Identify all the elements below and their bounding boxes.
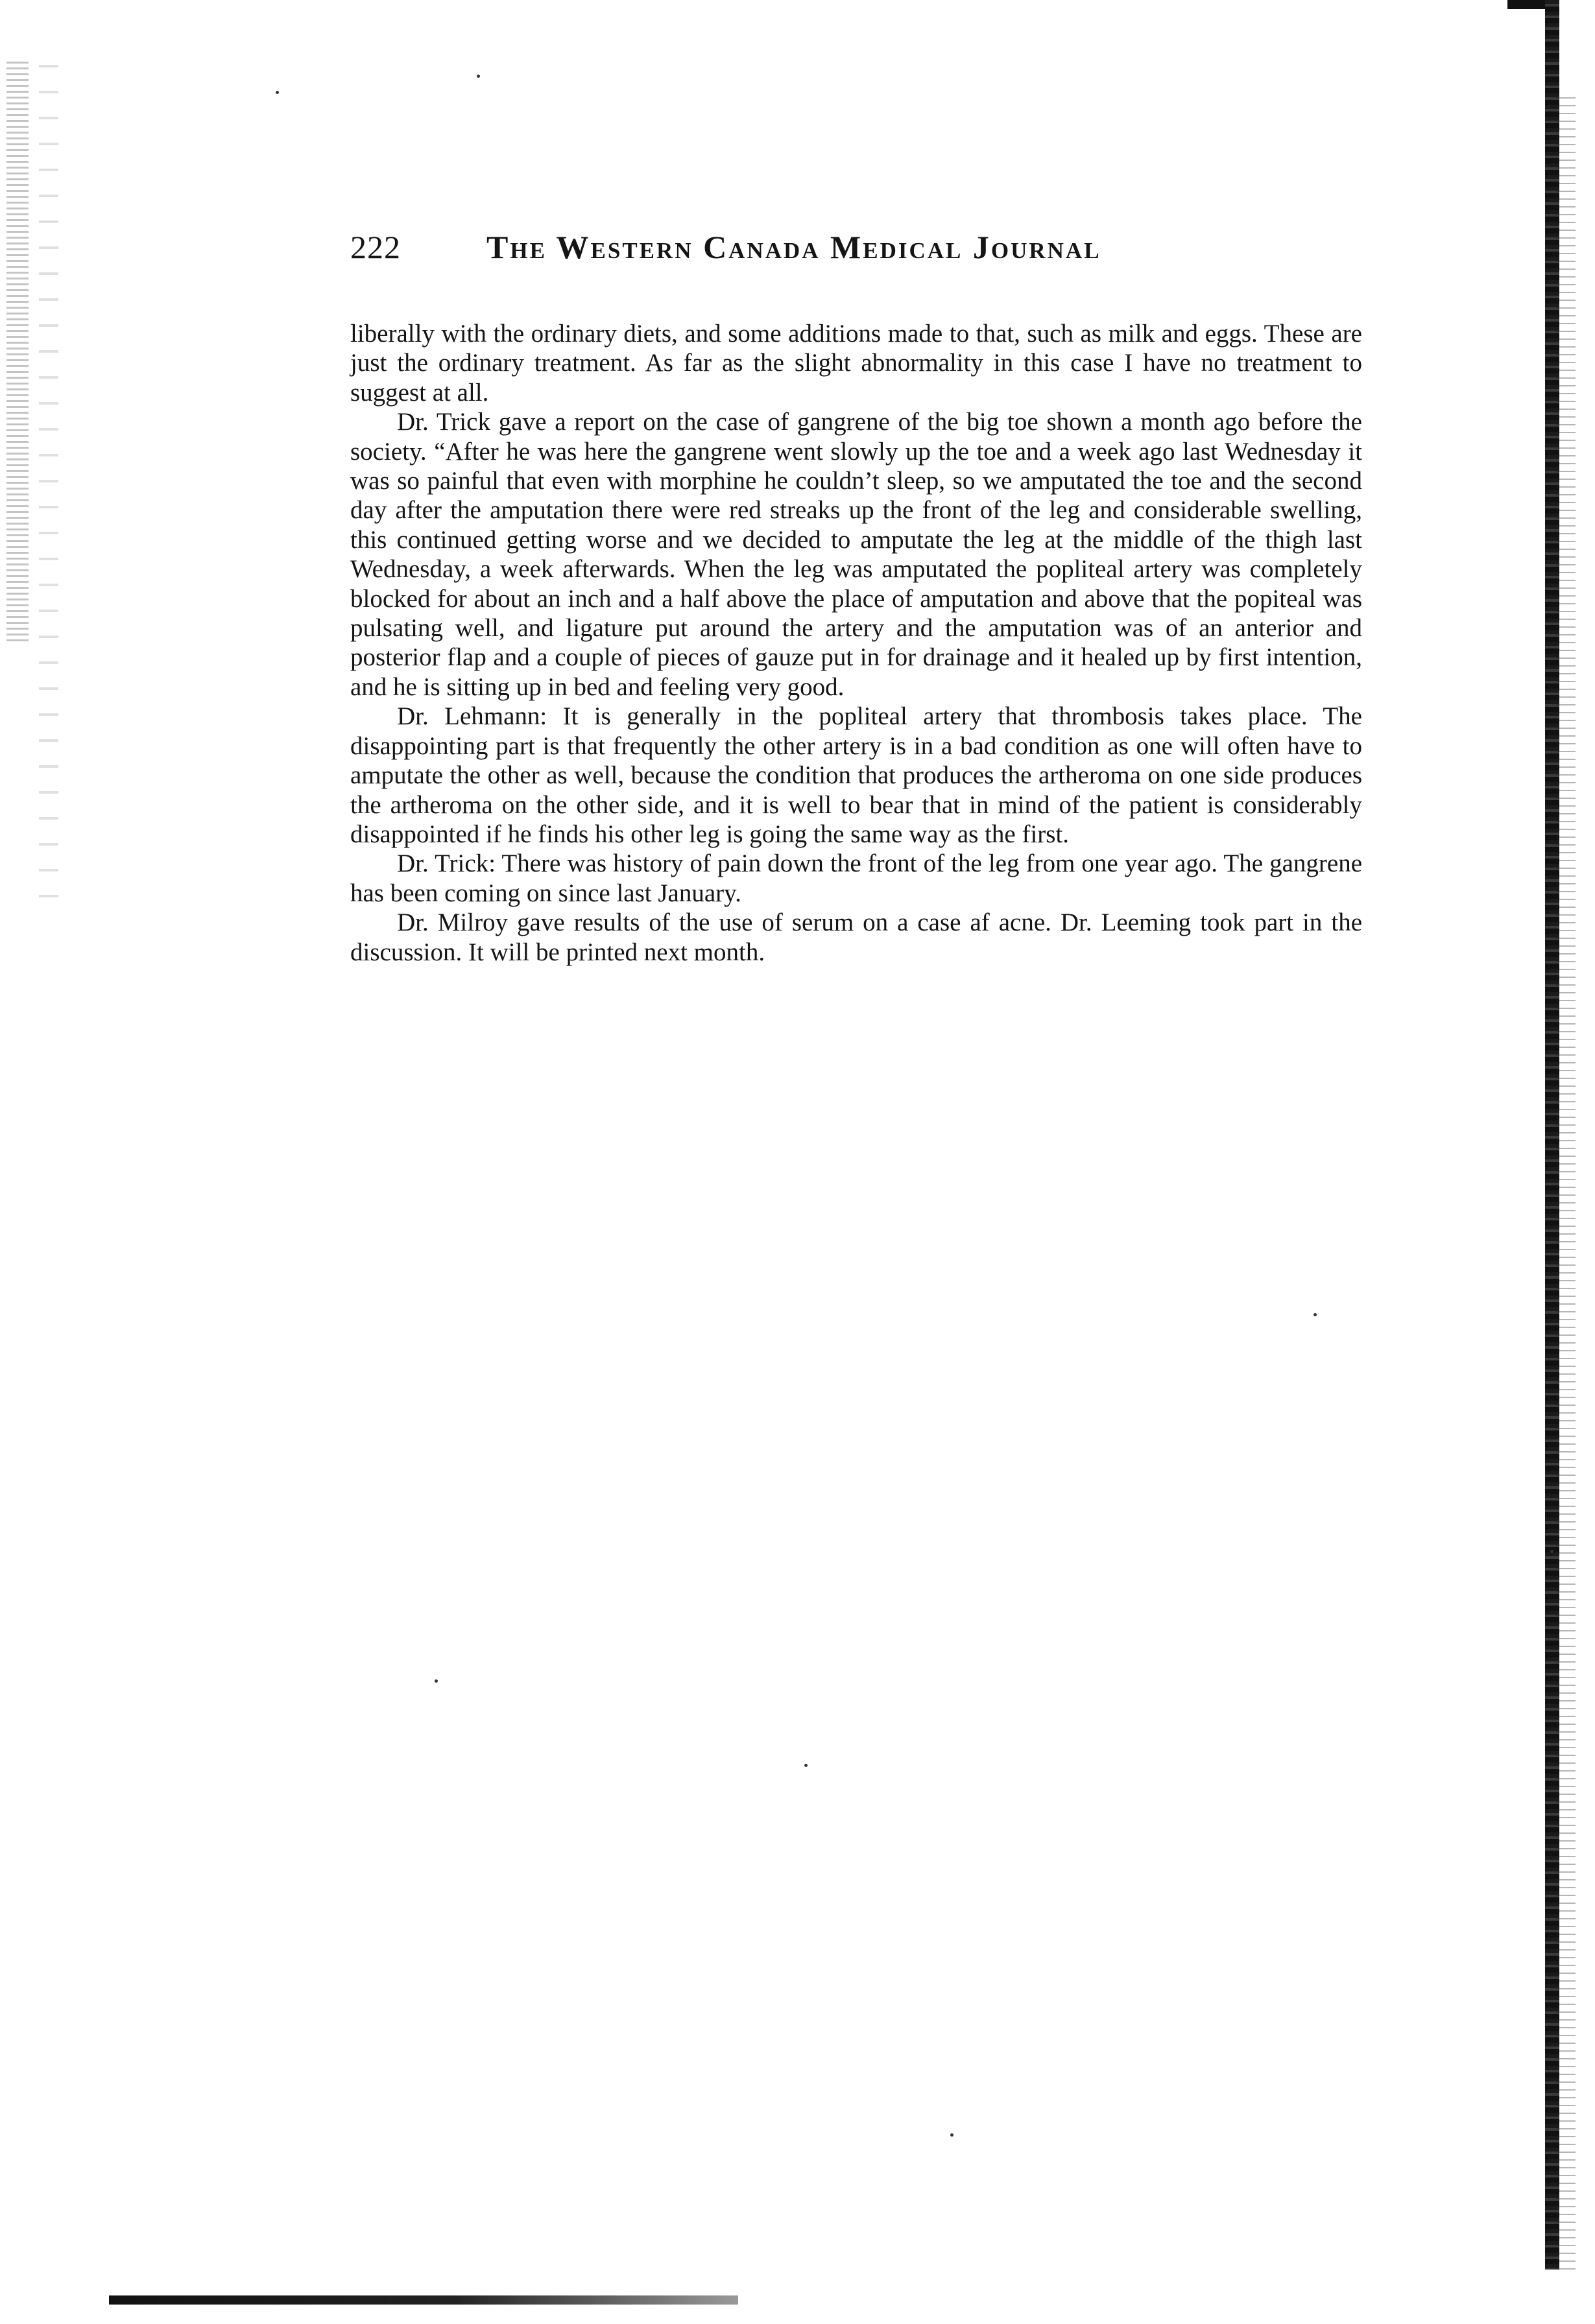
article-body bbox=[350, 319, 1362, 967]
left-scan-edge bbox=[6, 62, 29, 645]
binding-fringe bbox=[1556, 97, 1576, 2270]
left-scan-marks bbox=[39, 65, 58, 908]
running-head bbox=[350, 228, 1362, 280]
paragraph-dr-trick-reply: Dr. Trick: There was history of pain down the front of the leg from one year ago. The gangrene has been coming on since last January. bbox=[350, 849, 1362, 907]
right-binding-edge bbox=[1517, 0, 1595, 2324]
paragraph-continued: liberally with the ordinary diets, and some additions made to that, such as milk and eggs. These are just the ordinary treatment. As far as the slight abnormality in this case I have no treatment to suggest at all. bbox=[350, 320, 1362, 407]
scan-speck bbox=[950, 2133, 953, 2137]
paragraph-dr-milroy: Dr. Milroy gave results of the use of serum on a case af acne. Dr. Leeming took part in the discussion. It will be printed next month. bbox=[350, 908, 1362, 966]
bottom-scan-bar bbox=[109, 2295, 738, 2305]
journal-page bbox=[350, 228, 1362, 967]
scan-speck bbox=[477, 75, 480, 78]
paragraph-dr-lehmann: Dr. Lehmann: It is generally in the popliteal artery that thrombosis takes place. The disappointing part is that frequently the other artery is in a bad condition as one will often have to amputate the other as well, because the condition that produces the artheroma on one side produces the artheroma on the other side, and it is well to bear that in mind of the patient is considerably disappointed if he finds his other leg is going the same way as the first. bbox=[350, 702, 1362, 848]
scan-speck bbox=[435, 1679, 438, 1683]
page-number: 222 bbox=[350, 229, 401, 265]
scan-speck bbox=[1550, 1550, 1553, 1553]
scan-speck bbox=[804, 1764, 808, 1767]
scan-speck bbox=[1313, 1313, 1317, 1316]
scan-speck bbox=[276, 91, 279, 94]
journal-title: The Western Canada Medical Journal bbox=[486, 229, 1101, 265]
paragraph-dr-trick-report: Dr. Trick gave a report on the case of gangrene of the big toe shown a month ago before the society. “After he was here the gangrene went slowly up the toe and a week ago last Wednesday it was so painful that even with morphine he couldn’t sleep, so we amputated the toe and the second day after the amputation there were red streaks up the front of the leg and considerable swelling, this continued getting worse and we decided to amputate the leg at the middle of the thigh last Wednesday, a week afterwards. When the leg was amputated the popliteal artery was completely blocked for about an inch and a half above the place of amputation and above that the popiteal was pulsating well, and ligature put around the artery and the amputation was of an anterior and posterior flap and a couple of pieces of gauze put in for drainage and it healed up by first intention, and he is sitting up in bed and feeling very good. bbox=[350, 408, 1362, 701]
